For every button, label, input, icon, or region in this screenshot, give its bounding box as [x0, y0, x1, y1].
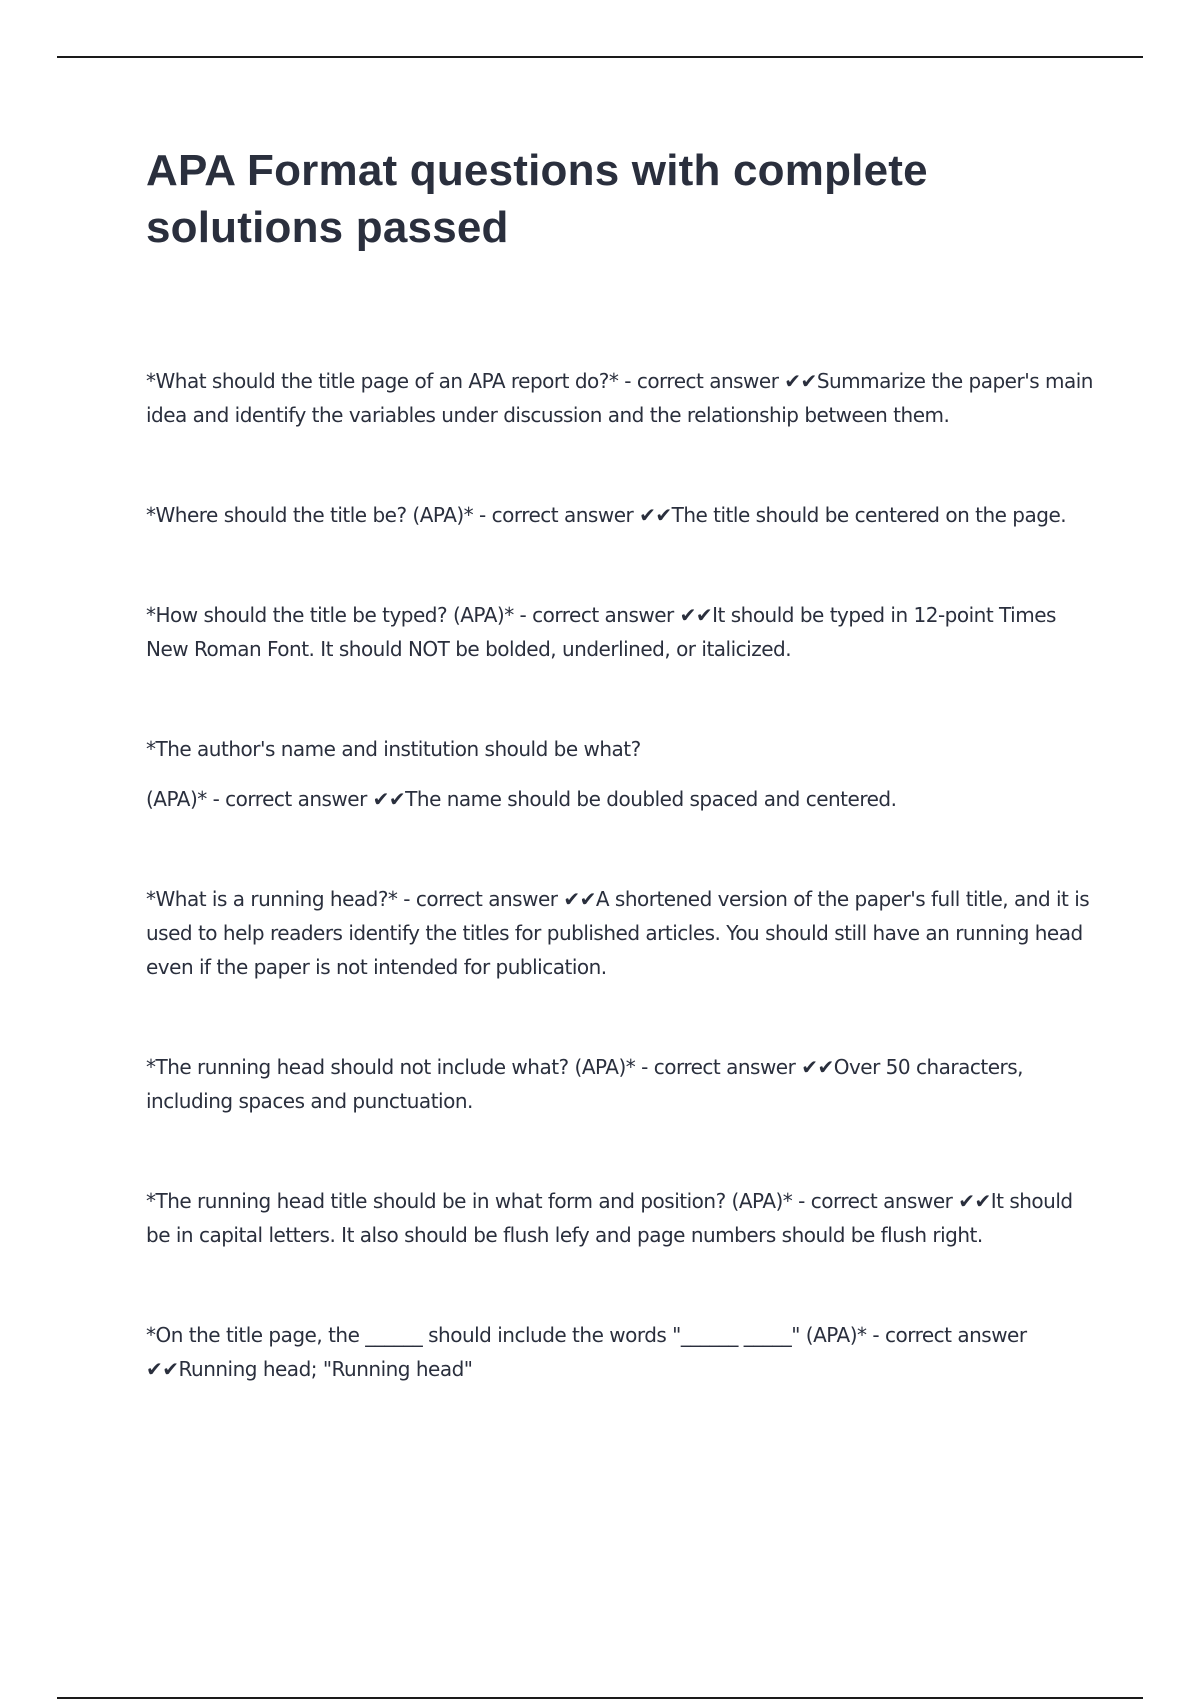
qa-item-line-1: *The author's name and institution should be what?: [146, 737, 641, 761]
bottom-rule: [57, 1697, 1143, 1699]
document-title: APA Format questions with complete solutions passed: [146, 146, 928, 252]
qa-item: *What is a running head?* - correct answer ✔✔A shortened version of the paper's full title, and it is used to help readers identify the titles for published articles. You should still have an running head even if the paper is not intended for publication.: [146, 887, 1090, 979]
document-body: [146, 142, 1096, 1452]
qa-item: *Where should the title be? (APA)* - correct answer ✔✔The title should be centered on the page.: [146, 503, 1067, 527]
qa-item: [146, 732, 1096, 816]
qa-list: [146, 364, 1096, 1386]
qa-item-line-2: (APA)* - correct answer ✔✔The name should be doubled spaced and centered.: [146, 787, 897, 811]
qa-item: *How should the title be typed? (APA)* - correct answer ✔✔It should be typed in 12-point Times New Roman Font. It should NOT be bolded, underlined, or italicized.: [146, 603, 1056, 661]
qa-item: *On the title page, the ______ should include the words "______ _____" (APA)* - correct answer ✔✔Running head; "Running head": [146, 1323, 1027, 1381]
qa-item: *The running head should not include what? (APA)* - correct answer ✔✔Over 50 characters, including spaces and punctuation.: [146, 1055, 1024, 1113]
qa-item: *What should the title page of an APA report do?* - correct answer ✔✔Summarize the paper's main idea and identify the variables under discussion and the relationship between them.: [146, 369, 1093, 427]
qa-item: *The running head title should be in what form and position? (APA)* - correct answer ✔✔It should be in capital letters. It also should be flush lefy and page numbers should be flush right.: [146, 1189, 1073, 1247]
top-rule: [57, 56, 1143, 58]
